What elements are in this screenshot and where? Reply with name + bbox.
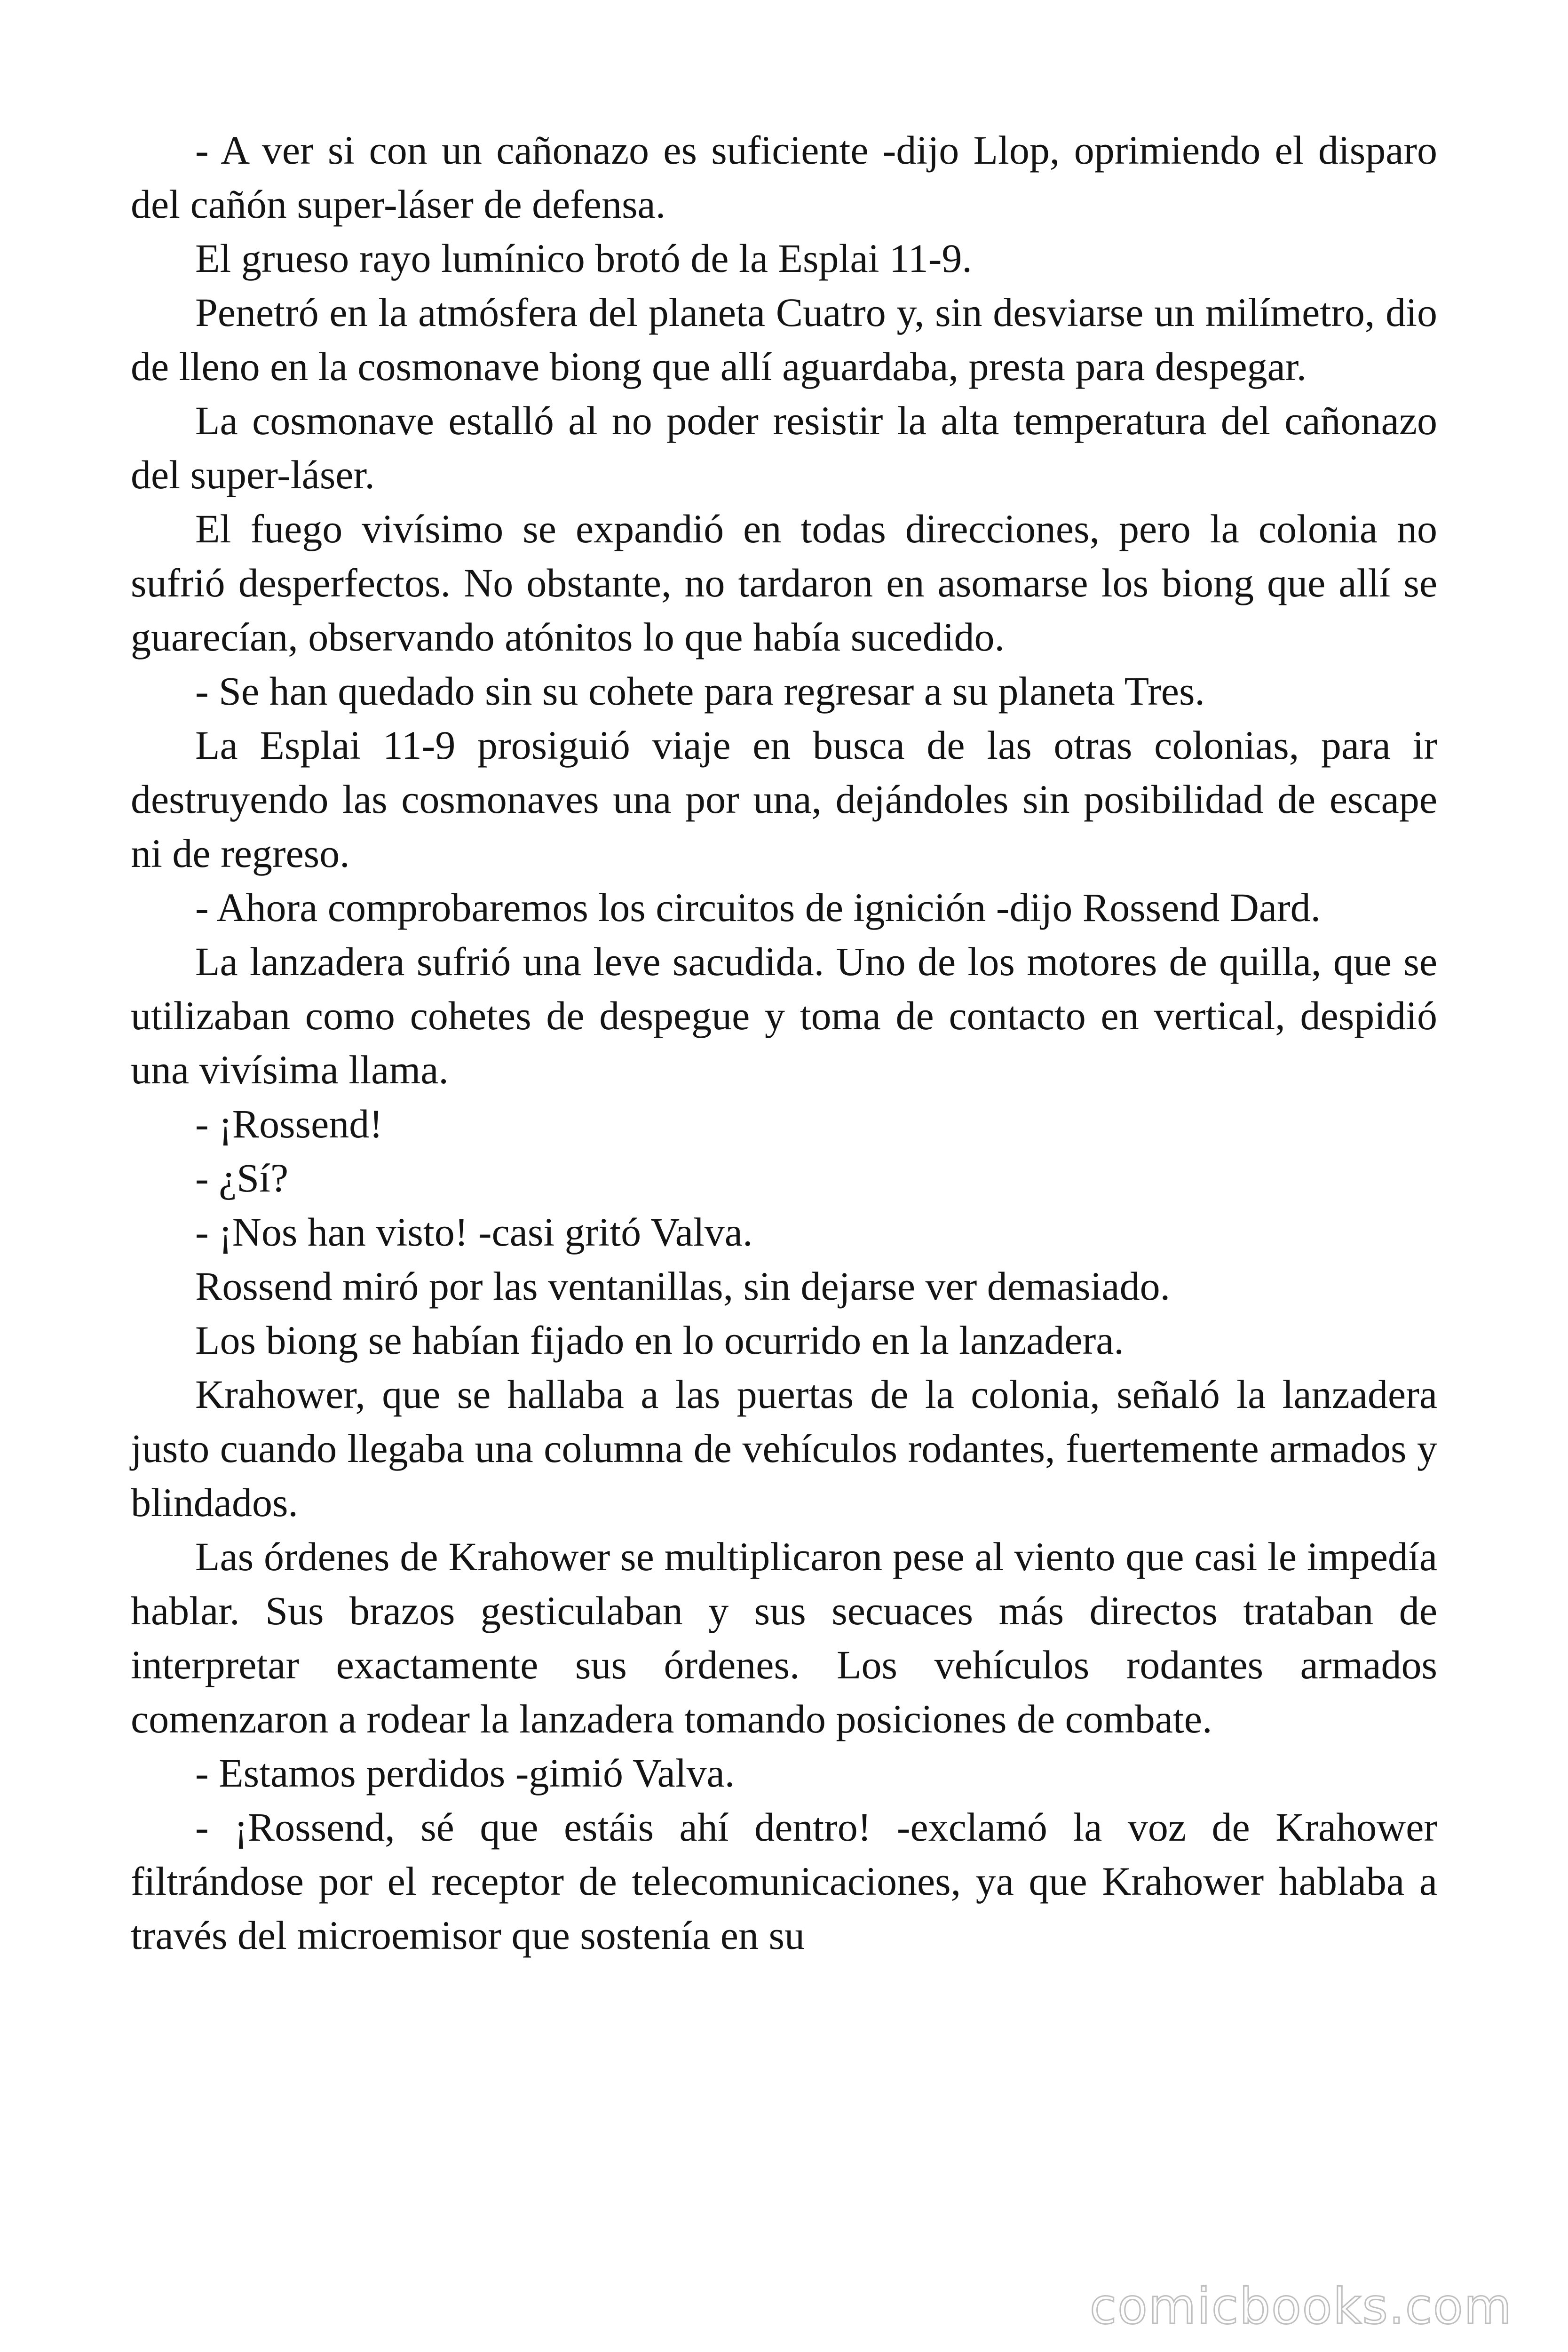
paragraph: - ¡Rossend, sé que estáis ahí dentro! -exclamó la voz de Krahower filtrándose por el receptor de telecomunicaciones, ya que Krahower hablaba a través del microemisor que sostenía en su bbox=[131, 1804, 1437, 1958]
paragraph: El grueso rayo lumínico brotó de la Esplai 11-9. bbox=[195, 236, 972, 281]
watermark: comicbooks.com bbox=[1089, 2278, 1513, 2335]
paragraph: El fuego vivísimo se expandió en todas direcciones, pero la colonia no sufrió desperfectos. No obstante, no tardaron en asomarse los biong que allí se guarecían, observando atónitos lo que había sucedido. bbox=[131, 506, 1437, 660]
paragraph: Las órdenes de Krahower se multiplicaron pese al viento que casi le impedía hablar. Sus brazos gesticulaban y sus secuaces más directos trataban de interpretar exactamente sus órdenes. Los vehículos rodantes armados comenzaron a rodear la lanzadera tomando posiciones de combate. bbox=[131, 1534, 1437, 1741]
paragraph: La cosmonave estalló al no poder resistir la alta temperatura del cañonazo del super-láser. bbox=[131, 398, 1437, 497]
paragraph: Krahower, que se hallaba a las puertas de la colonia, señaló la lanzadera justo cuando llegaba una columna de vehículos rodantes, fuertemente armados y blindados. bbox=[131, 1372, 1437, 1525]
paragraph: - Se han quedado sin su cohete para regresar a su planeta Tres. bbox=[195, 668, 1205, 714]
paragraph: Los biong se habían fijado en lo ocurrido en la lanzadera. bbox=[195, 1318, 1124, 1363]
paragraph: - Estamos perdidos -gimió Valva. bbox=[195, 1750, 735, 1796]
paragraph: - ¡Rossend! bbox=[195, 1101, 383, 1146]
paragraph: Penetró en la atmósfera del planeta Cuatro y, sin desviarse un milímetro, dio de lleno en la cosmonave biong que allí aguardaba, presta para despegar. bbox=[131, 290, 1437, 389]
paragraph: - Ahora comprobaremos los circuitos de ignición -dijo Rossend Dard. bbox=[195, 885, 1321, 930]
page-body bbox=[131, 123, 1437, 1963]
paragraph: La lanzadera sufrió una leve sacudida. Uno de los motores de quilla, que se utilizaban como cohetes de despegue y toma de contacto en vertical, despidió una vivísima llama. bbox=[131, 939, 1437, 1092]
paragraph: - ¡Nos han visto! -casi gritó Valva. bbox=[195, 1209, 753, 1255]
paragraph: La Esplai 11-9 prosiguió viaje en busca de las otras colonias, para ir destruyendo las cosmonaves una por una, dejándoles sin posibilidad de escape ni de regreso. bbox=[131, 723, 1437, 876]
paragraph: Rossend miró por las ventanillas, sin dejarse ver demasiado. bbox=[195, 1263, 1171, 1309]
paragraph: - ¿Sí? bbox=[195, 1155, 289, 1200]
paragraph: - A ver si con un cañonazo es suficiente -dijo Llop, oprimiendo el disparo del cañón super-láser de defensa. bbox=[131, 127, 1437, 227]
